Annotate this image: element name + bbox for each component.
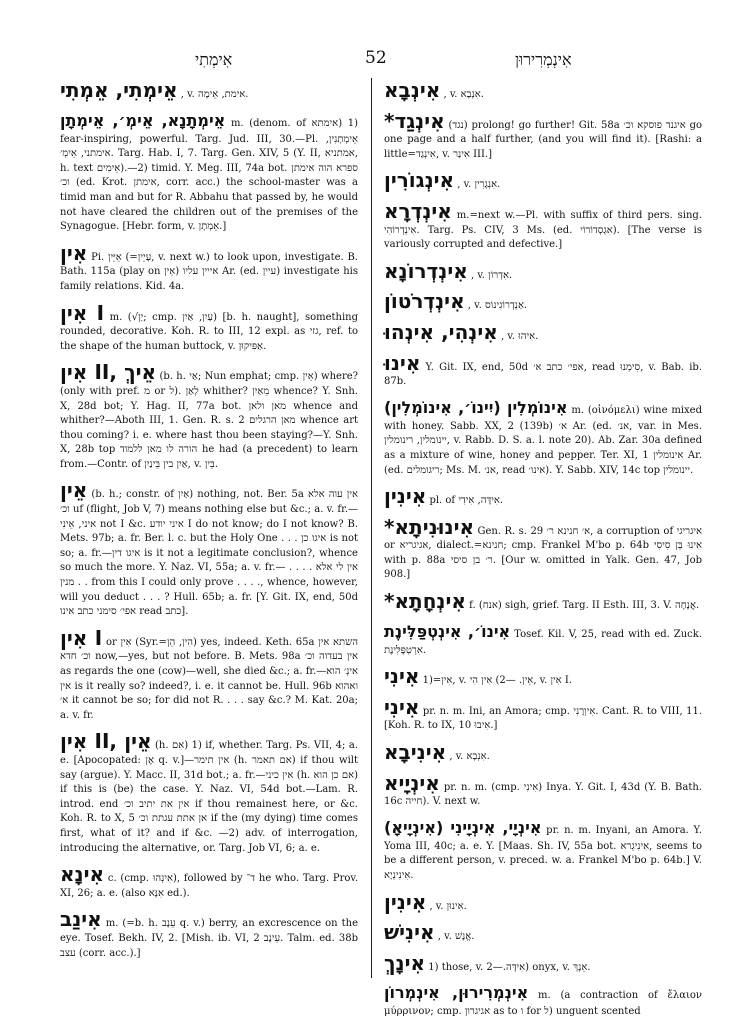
entry-headword: אִינַב xyxy=(60,907,102,932)
entry-headword: אִינָךְ xyxy=(384,950,426,975)
column-divider xyxy=(371,78,372,978)
entry-headword: אִין I xyxy=(60,625,103,650)
dictionary-entry xyxy=(384,289,702,314)
entry-definition: , v. אִיהוּ. xyxy=(497,330,539,342)
entry-definition: , v. אִנְבָא. xyxy=(446,751,490,763)
entry-definition: 1) those, v. אִידָּה.—2) onyx, v. אֵנָךְ. xyxy=(425,961,591,973)
entry-definition: m. (√יַן; cmp. עַיִן, אַיִן) [b. h. naught], something rounded, decorative. Koh. R. to III, 12 expl. as גזי, ref. to the shape of the human buttock, v. אַפִּיקוּן. xyxy=(60,311,359,352)
entry-headword: אִינְגוֹרִין xyxy=(384,168,455,193)
dictionary-entry xyxy=(60,862,358,901)
entry-headword: אִינִין xyxy=(384,484,427,509)
entry-definition: Tosef. Kil. V, 25, read with ed. Zuck. אִרְטְפָּלִּינֶת. xyxy=(384,628,703,656)
page-header xyxy=(60,42,700,72)
entry-headword: *אִינוּנִיתָא xyxy=(384,514,475,539)
entry-headword: אִינוֹ׳, אִינְטְפַּלִּינֶת xyxy=(384,621,511,641)
dictionary-entry xyxy=(60,907,358,961)
entry-definition: m.=next w.—Pl. with suffix of third pers. sing. אִינְדְרוֹהִי. Targ. Ps. CIV, 3 Ms. (ed. אִגְסְדוֹרוֹי). [The verse is variously corrupted and defective.] xyxy=(384,209,703,251)
dictionary-entry xyxy=(384,620,702,659)
page-number: 52 xyxy=(365,48,387,68)
entry-headword: אִינְהִי, אִינְהוּ xyxy=(384,319,498,344)
dictionary-entry xyxy=(384,589,702,614)
left-column xyxy=(60,78,358,967)
entry-headword: אִינָא xyxy=(60,862,105,887)
entry-definition: , v. אִדְרוֹן. xyxy=(467,269,513,281)
entry-definition: , v. אֱנָשׁ. xyxy=(434,931,475,943)
running-head-left: אִימְתִי xyxy=(195,50,233,69)
entry-definition: c. (cmp. אִינְהוּ), followed by ד־ he who. Targ. Prov. XI, 26; a. e. (also אִנָּא ed.). xyxy=(60,873,359,899)
dictionary-entry xyxy=(384,771,702,810)
entry-definition: (b. h.; constr. of אַיִן) nothing, not. Ber. 5a אין עוה אלא וכ׳ uf (flight, Job V, 7) means nothing else but &c.; a. v. fr.—איני, אֵינִי not I &c. איני יודע I do not know; do I not know? B. Mets. 97b; a. fr. Ber. l. c. but the Holy One . . . איגו כן is not so; a. fr.—איגו דין is it not a legitimate conclusion?, whence so much the more. Y. Naz. VI, 55a; a. v. fr.— . . . אין לי אלא . . . מנין from this I could only prove . . . ., whence, however, will you deduct . . . ? Hull. 65b; a. fr. [Y. Git. IX, end, 50d אפי׳ סימני כתב אינו read כתב]. xyxy=(60,489,359,618)
entry-headword: אִינְדְרוֹנָא xyxy=(384,258,468,283)
dictionary-entry xyxy=(60,360,358,472)
entry-headword: (אִינְיָיאָ) אִינְיָי, אִינְיָינִי xyxy=(384,817,542,837)
entry-definition: pr. n. m. Inyani, an Amora. Y. Yoma III, 40c; a. e. Y. [Maas. Sh. IV, 55a bot. אִינִיגְרא, seems to be a different person, v. preced. w. a. Frankel M'bo p. 64b.] V. אִינִינְיָא. xyxy=(384,824,702,881)
entry-definition: or אִין (Syr.=הִין, הֵן) yes, indeed. Keth. 65a השתא אין וכ׳ חדא now,—yes, but not before. B. Mets. 98a אין בעדוה וכ׳ as regards the one (cow)—well, she died &c.; a. fr.—אינְ׳ הוא אין is it really so? indeed?, i. e. it cannot be. Hull. 96b ואהוא א׳ it cannot be so; for did not R. . . . say &c.? M. Kat. 20a; a. v. fr. xyxy=(60,636,359,721)
entry-definition: pl. of אִידָּה, אִידִי. xyxy=(426,495,504,507)
running-head-right: אִינְמְרִירוּן xyxy=(515,50,572,69)
entry-definition: m. (οἰνόμελι) wine mixed with honey. Sabb. XX, 2 (139b) א׳ Ar. (ed. אנ׳, var. in Mes. יינומלין, רינומלין, v. Rabb. D. S. a. l. note 20). Ab. Zar. 30a defined as a mixture of wine, honey and pepper. Ter. XI, 1 אינומלין Ar. (ed. ריגומלים; Ms. M. אנ׳, read אינו׳). Y. Sabb. XIV, 14c top יינומלין. xyxy=(384,404,702,476)
entry-definition: (נגד) prolong! go further! Git. 58a איגנד פוסקא וכ׳ go one page and a half further, (and you will find it). [Rashi: a little=אִינְגַד, v. אִינַר III.] xyxy=(384,119,702,160)
entry-headword: אִין xyxy=(60,240,88,265)
entry-definition: (b. h. אַי; Nun emphat; cmp. אֵין) where? (only with pref. מ or ל). לְאַן whither? מֵאַיִן whence? Y. Snh. X, 28d bot; Y. Hag. II, 77a bot. מאן ולאן whence and whither?—Aboth III, 1. Gen. R. s. 2 מאן הרגלים whence art thou coming? i. e. where hast thou been staying?—Y. Snh. X, 28b top הורה לו מאן ללמוד he had (a precedent) to learn from.—Contr. of אַיִן בין בֵּינַיִן, v. בֵּין. xyxy=(60,371,358,470)
entry-definition: , v. אימת, אֵימָה. xyxy=(177,89,249,100)
dictionary-entry xyxy=(384,515,702,583)
entry-definition: m. (a contraction of ἔλαιον μύρρινον; cmp. אגיגרון as to ו for ל) unguent scented xyxy=(384,990,702,1018)
dictionary-entry xyxy=(384,199,702,253)
entry-headword: אִינוֹמְלִין (יִינוֹ׳, אִינוֹמְלִין) xyxy=(384,397,568,417)
dictionary-entry xyxy=(384,920,702,945)
entry-headword: אִינִישׁ xyxy=(384,920,435,945)
dictionary-entry xyxy=(60,729,358,856)
dictionary-entry xyxy=(60,78,358,103)
entry-definition: , v. אַנְדְרוֹגִינוֹס. xyxy=(464,300,528,312)
dictionary-entry xyxy=(384,259,702,284)
dictionary-entry xyxy=(384,740,702,765)
entry-definition: Gen. R. s. 29 א׳ חנינא ר׳, a corruption of איגריגי or אגיגריא, dialect.=חנינא; cmp. Frankel M'bo p. 64b אִינוּ בְּן סִיסִי with p. 88a ר׳ בן סיסי. [Our w. omitted in Yalk. Gen. 47, Job 908.] xyxy=(384,525,703,581)
entry-headword: אִינִי xyxy=(384,664,420,689)
entry-headword: אֵין xyxy=(60,478,88,503)
dictionary-entry xyxy=(384,890,702,915)
entry-headword: אִינְדְרֹטוֹן xyxy=(384,289,465,314)
entry-headword: אִינִין xyxy=(384,889,427,914)
dictionary-entry xyxy=(384,78,702,103)
entry-headword: אִינְדְרָא xyxy=(384,198,452,223)
dictionary-entry xyxy=(60,241,358,295)
entry-definition: 1)=אִין, v. אֵין. —2) אִין הִי, v. אִין I. xyxy=(419,675,572,687)
dictionary-entry xyxy=(384,351,702,390)
dictionary-entry xyxy=(384,951,702,976)
dictionary-entry xyxy=(384,320,702,345)
entry-definition: pr. n. m. (cmp. אִינִי) Inya. Y. Git. I, 43d (Y. B. Bath. 16c חייה). V. next w. xyxy=(384,781,703,808)
dictionary-entry xyxy=(384,816,702,884)
dictionary-entry xyxy=(384,695,702,734)
entry-definition: m. (denom. of אימתא) 1) fear-inspiring, powerful. Targ. Jud. III, 30.—Pl. אֵימְתָנִין, אימתני, אֵימְ׳. Targ. Hab. I, 7. Targ. Gen. XIV, 5 (Y. II, אמתניא, h. text אֵימִים).—2) timid. Y. Meg. III, 74a bot. ספרא הוה אימתן וכ׳ (ed. Krot. אימתן, corr. acc.) the school-master was a timid man and but for R. Abbahu that passed by, he would not have cleared the children out of the premises of the Synagogue. [Hebr. form, v. אֵמְתָן.] xyxy=(60,117,358,233)
entry-definition: , v. אִנְבָא. xyxy=(440,89,484,100)
entry-headword: אִינְיָיא xyxy=(384,770,440,795)
dictionary-entry xyxy=(60,301,358,355)
dictionary-entry xyxy=(60,478,358,619)
dictionary-entry xyxy=(384,981,702,1020)
entry-headword: אִין II, אֵין xyxy=(60,729,152,754)
entry-headword: אִינוּ xyxy=(384,350,421,375)
dictionary-entry xyxy=(384,109,702,163)
entry-headword: אִינִי xyxy=(384,694,420,719)
dictionary-entry xyxy=(384,168,702,193)
entry-definition: (h. אִם) 1) if, whether. Targ. Ps. VII, 4; a. e. [Apocopated: אֶן q. v.]—אין תימר (h. אם תאמר) if thou wilt say (argue). Y. Macc. II, 31d bot.; a. fr.—אין כיני (h. אם כן הוא) if this is (be) the case. Y. Naz. VI, 54d bot.—Lam. R. introd. end אין את יתיב וכ׳ if thou remainest here, or &c. Koh. R. to X, 5 אן אתת עגתת וכ׳ if the (my dying) time comes first, what of it? and if &c. —2) adv. of interrogation, introducing the alternative, or. Targ. Job VI, 6; a. e. xyxy=(60,740,358,854)
entry-definition: f. (אנח) sigh, grief. Targ. II Esth. III, 3. V. אֲנָחָה. xyxy=(465,600,700,612)
dictionary-entry xyxy=(384,664,702,689)
entry-definition: , v. אִינוּן. xyxy=(426,900,467,912)
entry-definition: , v. אִנְגָרִין. xyxy=(454,179,501,191)
entry-headword: אִין II, אֵיךְ xyxy=(60,360,157,385)
entry-headword: אֵימְתִי, אֵמְתִי xyxy=(60,78,178,102)
entry-definition: m. (=b. h. עֵנָב q. v.) berry, an excrescence on the eye. Tosef. Bekh. IV, 2. [Mish. ib. VI, 2 עֵינָב. Talm. ed. 38b עצב (corr. acc.).] xyxy=(60,918,358,959)
dictionary-entry xyxy=(60,109,358,235)
entry-headword: *אִינְגַד xyxy=(384,108,445,133)
entry-headword: אֵימְתָנָא, אֵימְ׳, אֵימְתָן xyxy=(60,110,226,130)
entry-definition: pr. n. m. Ini, an Amora; cmp. אִיוְרָנִי. Cant. R. to VIII, 11. [Koh. R. to IX, 10 אִיבוּ.] xyxy=(384,705,702,732)
right-column xyxy=(384,78,702,1026)
entry-definition: Pi. אֵיֵּין (=עָיֵין, v. next w.) to look upon, investigate. B. Bath. 115a (play on אֵין) אייין עליו Ar. (ed. עיין) investigate his family relations. Kid. 4a. xyxy=(60,251,358,292)
entry-definition: Y. Git. IX, end, 50d אפי׳ כתב א׳, read סִימְנוּ, v. Bab. ib. 87b. xyxy=(384,361,702,388)
entry-headword: אִינְמְרִירוּן, אִינְמְרוֹן xyxy=(384,983,529,1003)
entry-headword: *אִינְחָתָא xyxy=(384,589,466,614)
entry-headword: אִינִיבָא xyxy=(384,740,447,765)
entry-headword: אִינְבָא xyxy=(384,78,441,102)
dictionary-entry xyxy=(384,396,702,478)
dictionary-entry xyxy=(60,626,358,724)
entry-headword: אִין I xyxy=(60,300,105,325)
dictionary-entry xyxy=(384,484,702,509)
